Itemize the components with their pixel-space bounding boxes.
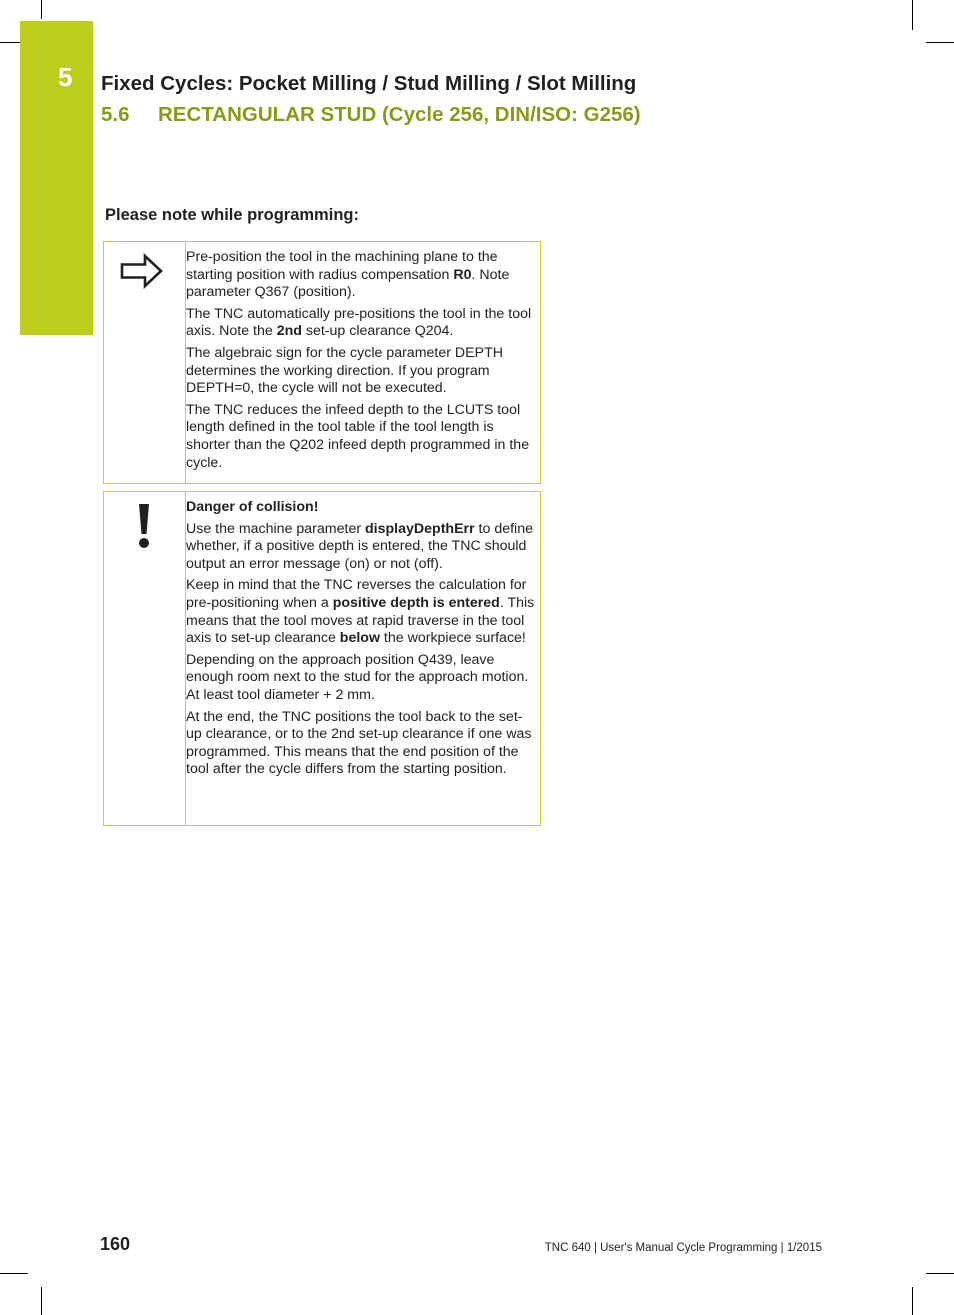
warning-paragraph: Depending on the approach position Q439, leave enough room next to the stud for the approach motion. At least tool diameter + 2 mm. <box>186 651 529 703</box>
chapter-title: Fixed Cycles: Pocket Milling / Stud Milling / Slot Milling <box>101 72 637 95</box>
crop-mark <box>41 0 42 19</box>
exclamation-icon <box>134 502 154 555</box>
warning-note-text <box>186 499 536 783</box>
warning-paragraph: At the end, the TNC positions the tool back to the set-up clearance, or to the 2nd set-up clearance if one was programmed. This means that the end position of the tool after the cycle differs from the starting position. <box>186 708 532 778</box>
footer-text: TNC 640 | User's Manual Cycle Programming | 1/2015 <box>544 1242 822 1254</box>
bold-text: 2nd <box>276 323 302 340</box>
info-paragraph: The algebraic sign for the cycle parameter DEPTH determines the working direction. If you program DEPTH=0, the cycle will not be executed. <box>186 344 503 397</box>
warning-paragraph <box>186 521 536 574</box>
crop-mark <box>41 1287 42 1315</box>
info-paragraph <box>186 306 536 341</box>
crop-mark <box>0 42 20 43</box>
text-run: The TNC automatically pre-positions the tool in the tool axis. Note the <box>186 305 532 340</box>
crop-mark <box>926 1273 954 1274</box>
text-run: . Note parameter Q367 (position). <box>186 266 510 301</box>
crop-mark <box>912 1287 913 1315</box>
text-run: set-up clearance Q204. <box>301 323 454 340</box>
chapter-tab <box>20 21 93 335</box>
warning-title: Danger of collision! <box>186 499 319 515</box>
text-run: to define whether, if a positive depth is entered, the TNC should output an error message (on) or not (off). <box>186 520 533 572</box>
crop-mark <box>926 42 954 43</box>
crop-mark <box>0 1273 28 1274</box>
text-run: . This means that the tool moves at rapid traverse in the tool axis to set-up clearance <box>186 594 535 647</box>
text-run: Keep in mind that the TNC reverses the calculation for pre-positioning when a <box>186 577 527 611</box>
arrow-right-icon <box>119 253 165 294</box>
bold-text: positive depth is entered <box>332 594 500 611</box>
bold-text: displayDepthErr <box>365 520 475 537</box>
section-number: 5.6 <box>101 103 130 126</box>
bold-text: R0 <box>453 266 472 283</box>
section-title: RECTANGULAR STUD (Cycle 256, DIN/ISO: G256) <box>158 103 641 126</box>
chapter-number: 5 <box>58 62 73 92</box>
warning-note-box <box>103 491 541 826</box>
info-note-text <box>186 249 536 476</box>
crop-mark <box>912 0 913 30</box>
text-run: the workpiece surface! <box>379 630 526 647</box>
note-heading: Please note while programming: <box>105 206 359 224</box>
bold-text: below <box>339 630 380 647</box>
page-number: 160 <box>100 1234 131 1254</box>
info-paragraph: The TNC reduces the infeed depth to the LCUTS tool length defined in the tool table if the tool length is shorter than the Q202 infeed depth programmed in the cycle. <box>186 401 530 471</box>
text-run: Pre-position the tool in the machining plane to the starting position with radius compensation <box>186 249 498 283</box>
info-note-box <box>103 241 541 484</box>
text-run: Use the machine parameter <box>186 520 366 537</box>
warning-paragraph <box>186 577 536 647</box>
info-paragraph <box>186 249 536 302</box>
